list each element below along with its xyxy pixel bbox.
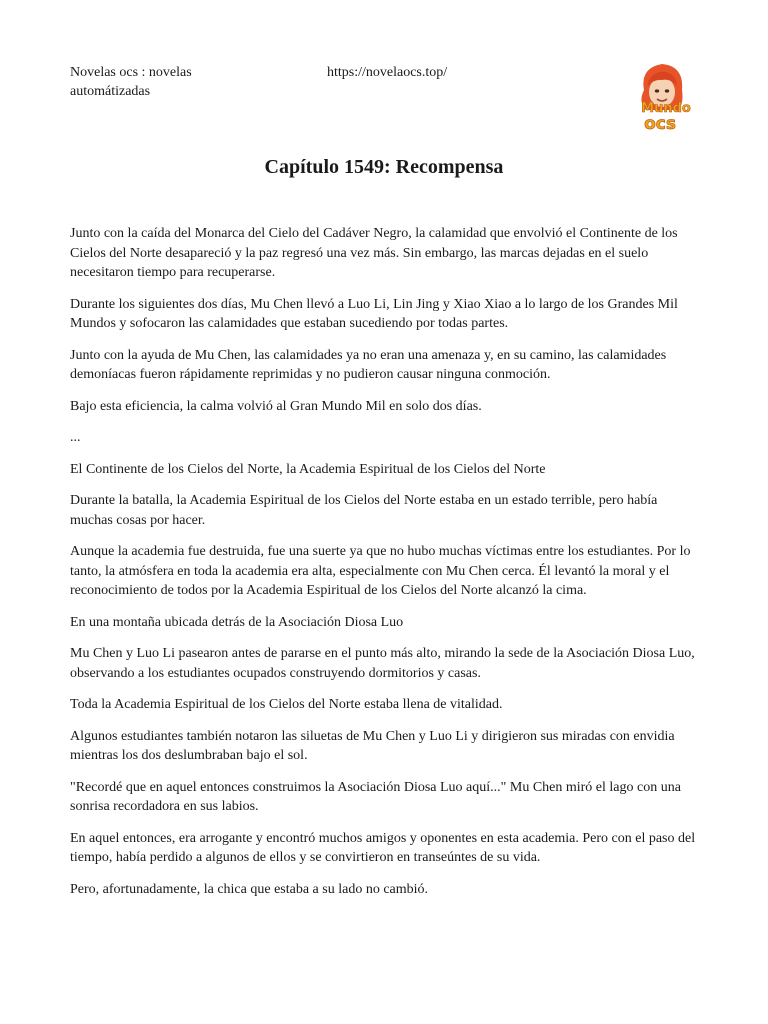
paragraph: Junto con la ayuda de Mu Chen, las calamidades ya no eran una amenaza y, en su camino, las calamidades demoníacas fueron rápidamente reprimidas y no pudieron causar ninguna conmoción. bbox=[70, 347, 667, 382]
logo-text-top: Mundo bbox=[641, 101, 691, 116]
paragraph: Aunque la academia fue destruida, fue una suerte ya que no hubo muchas víctimas entre los estudiantes. Por lo tanto, la atmósfera en toda la academia era alta, especialmente con Mu Chen cerca. Él levantó la moral y el reconocimiento de todos por la Academia Espiritual de los Cielos del Norte alcanzó la cima. bbox=[70, 544, 691, 598]
site-name: Novelas ocs : novelas automátizadas bbox=[70, 65, 192, 99]
paragraph: ... bbox=[70, 430, 81, 445]
paragraph: El Continente de los Cielos del Norte, la Academia Espiritual de los Cielos del Norte bbox=[70, 461, 546, 477]
chapter-title: Capítulo 1549: Recompensa bbox=[264, 156, 504, 178]
paragraph: Mu Chen y Luo Li pasearon antes de pararse en el punto más alto, mirando la sede de la Asociación Diosa Luo, observando a los estudiantes ocupados construyendo dormitorios y casas. bbox=[70, 646, 695, 681]
paragraph: Pero, afortunadamente, la chica que estaba a su lado no cambió. bbox=[70, 881, 429, 897]
paragraph: Toda la Academia Espiritual de los Cielos del Norte estaba llena de vitalidad. bbox=[70, 697, 503, 712]
chapter-body bbox=[70, 224, 700, 911]
paragraph: Junto con la caída del Monarca del Cielo del Cadáver Negro, la calamidad que envolvió el Continente de los Cielos del Norte desapareció y la paz regresó una vez más. Sin embargo, las marcas dejadas en el suelo necesitaron tiempo para recuperarse. bbox=[70, 226, 678, 280]
paragraph: "Recordé que en aquel entonces construimos la Asociación Diosa Luo aquí..." Mu Chen miró el lago con una sonrisa recordadora en sus labios. bbox=[70, 779, 681, 814]
site-url[interactable]: https://novelaocs.top/ bbox=[327, 65, 448, 80]
paragraph: Bajo esta eficiencia, la calma volvió al Gran Mundo Mil en solo dos días. bbox=[70, 398, 482, 414]
logo-text-bottom: ocs bbox=[644, 114, 676, 134]
paragraph: Durante la batalla, la Academia Espiritual de los Cielos del Norte estaba en un estado terrible, pero había muchas cosas por hacer. bbox=[70, 493, 658, 528]
paragraph: Algunos estudiantes también notaron las siluetas de Mu Chen y Luo Li y dirigieron sus miradas con envidia mientras los dos deslumbraban bajo el sol. bbox=[70, 728, 675, 763]
paragraph: Durante los siguientes dos días, Mu Chen llevó a Luo Li, Lin Jing y Xiao Xiao a lo largo de los Grandes Mil Mundos y sofocaron las calamidades que estaban sucediendo por todas partes. bbox=[70, 296, 678, 331]
mundo-ocs-logo bbox=[622, 60, 702, 136]
paragraph: En aquel entonces, era arrogante y encontró muchos amigos y oponentes en esta academia. Pero con el paso del tiempo, había perdido a algunos de ellos y se convirtieron en transeúntes de su vida. bbox=[70, 830, 696, 865]
paragraph: En una montaña ubicada detrás de la Asociación Diosa Luo bbox=[70, 614, 404, 630]
